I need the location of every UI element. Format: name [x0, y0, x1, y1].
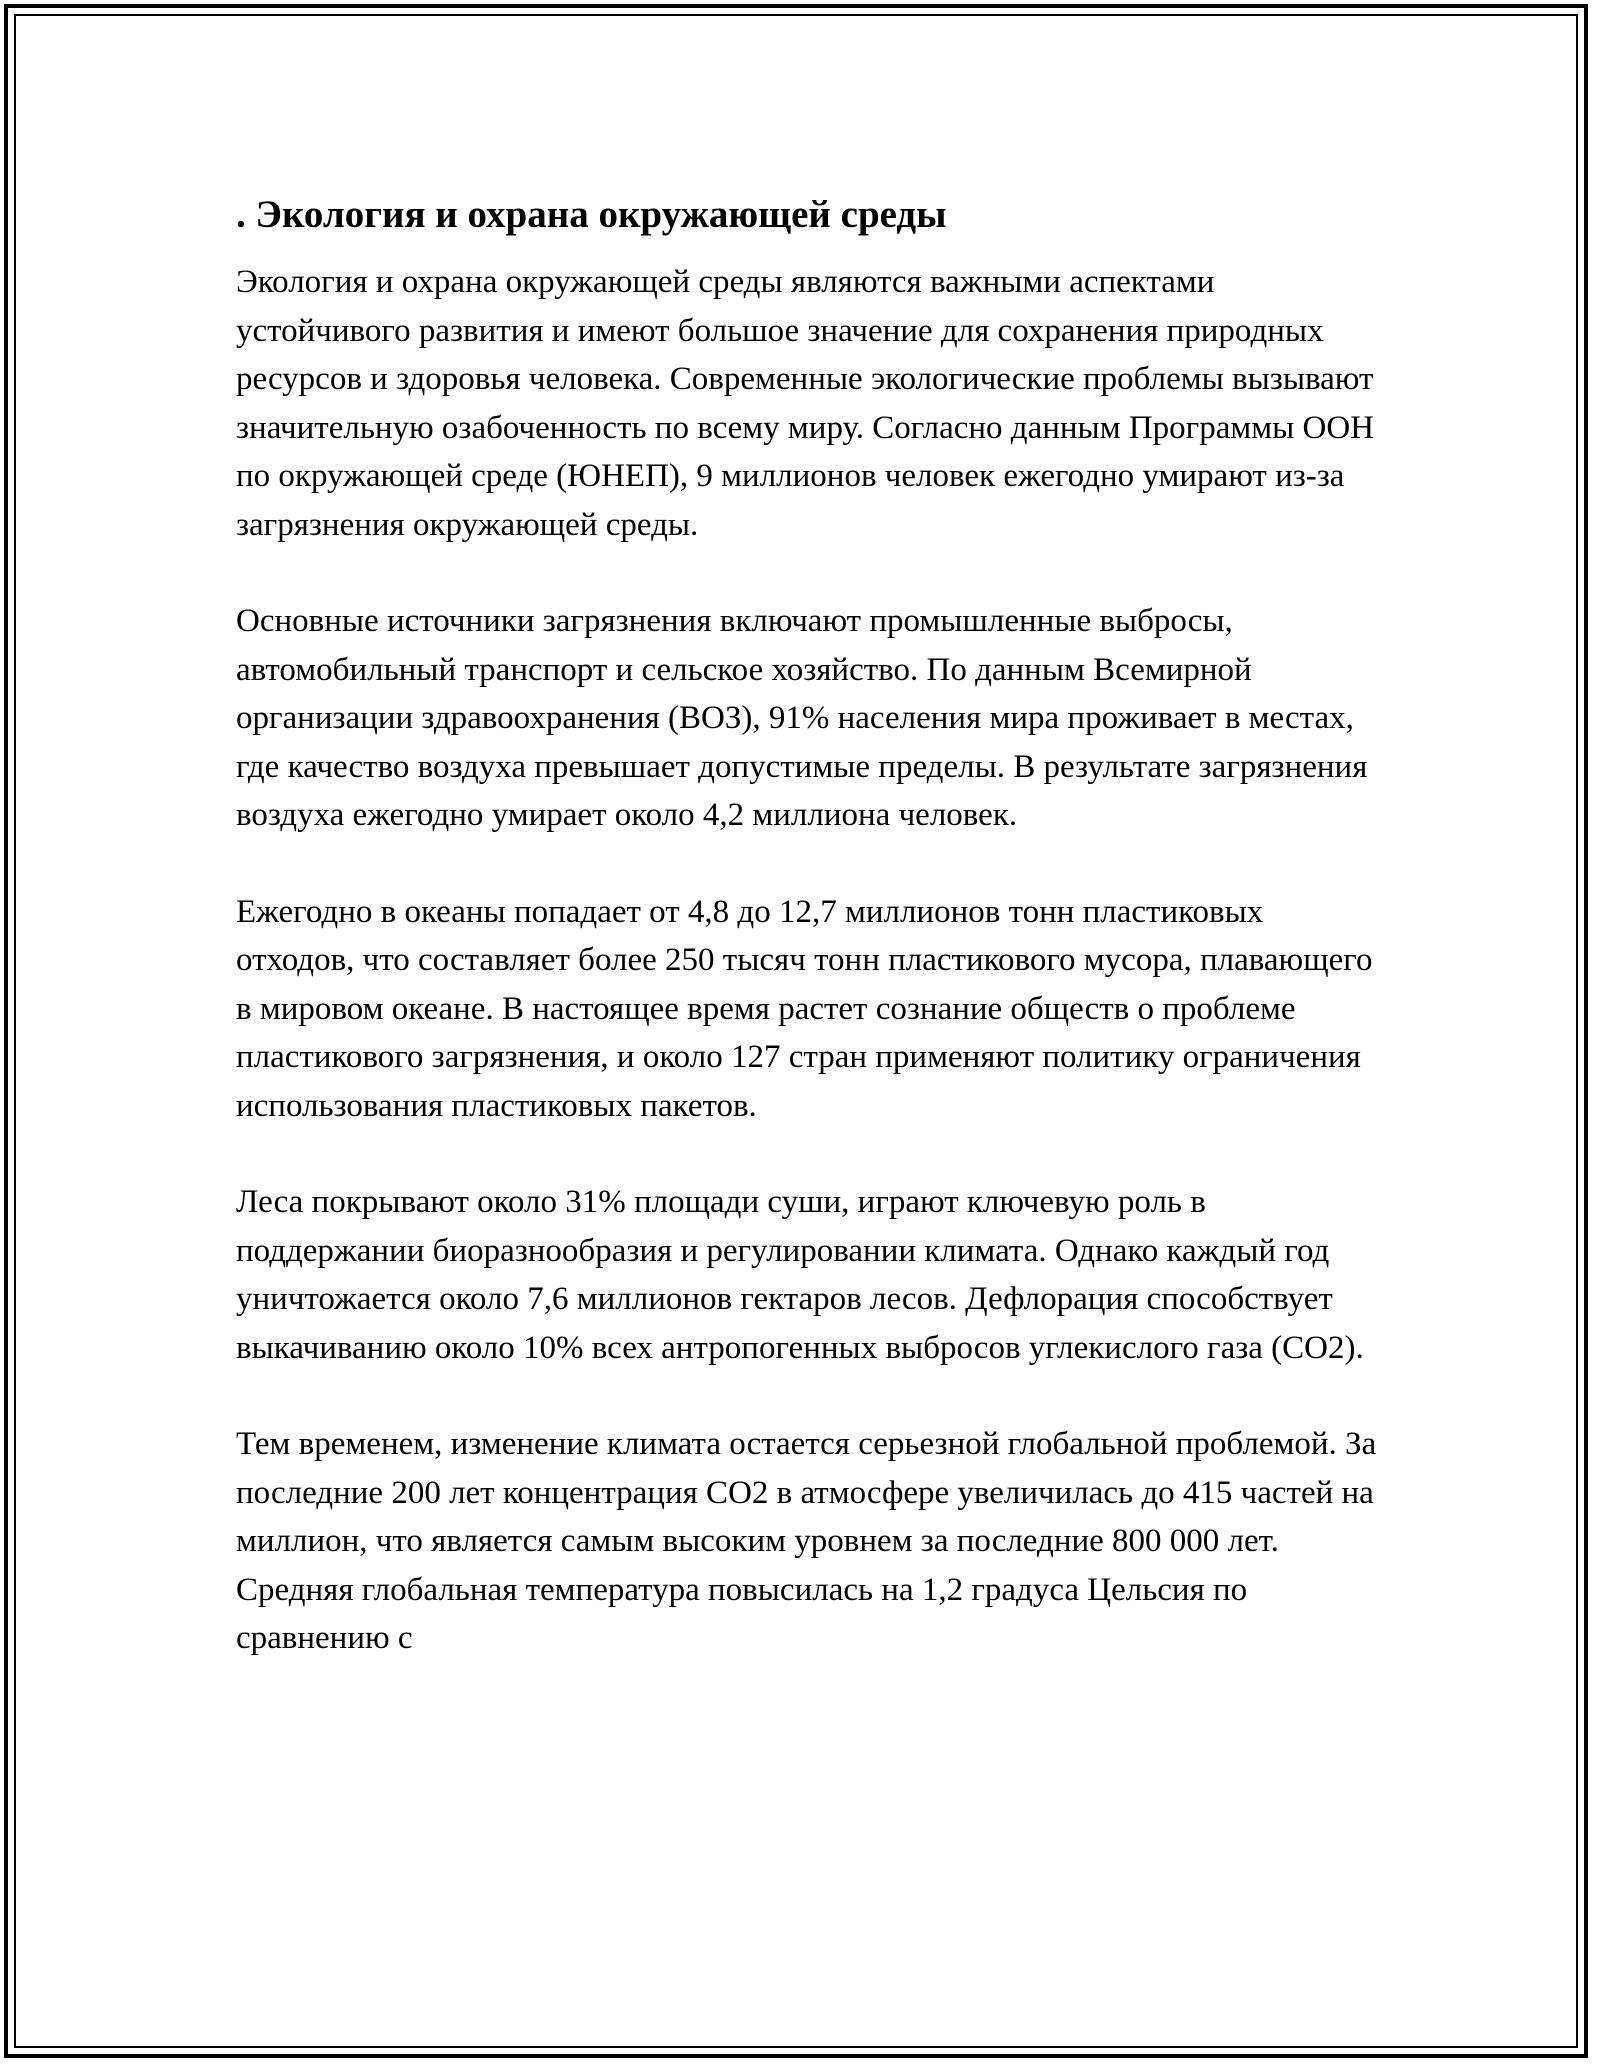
- paragraph-forests: Леса покрывают около 31% площади суши, играют ключевую роль в поддержании биоразнообразия и регулировании климата. Однако каждый год уничтожается около 7,6 миллионов гектаров лесов. Дефлорация способствует выкачиванию около 10% всех антропогенных выбросов углекислого газа (CO2).: [236, 1184, 1364, 1366]
- document-body: [236, 186, 1386, 1711]
- paragraph-climate-change: Тем временем, изменение климата остается серьезной глобальной проблемой. За последние 200 лет концентрация CO2 в атмосфере увеличилась до 415 частей на миллион, что является самым высоким уровнем за последние 800 000 лет. Средняя глобальная температура повысилась на 1,2 градуса Цельсия по сравнению с: [236, 1426, 1377, 1656]
- paragraph-plastic-waste: Ежегодно в океаны попадает от 4,8 до 12,7 миллионов тонн пластиковых отходов, что составляет более 250 тысяч тонн пластикового мусора, плавающего в мировом океане. В настоящее время растет сознание обществ о проблеме пластикового загрязнения, и около 127 стран применяют политику ограничения использования пластиковых пакетов.: [236, 893, 1373, 1124]
- paragraph-mortality: Экология и охрана окружающей среды являются важными аспектами устойчивого развития и имеют большое значение для сохранения природных ресурсов и здоровья человека. Современные экологические проблемы вызывают значительную озабоченность по всему миру. Согласно данным Программы ООН по окружающей среде (ЮНЕП), 9 миллионов человек ежегодно умирают из-за загрязнения окружающей среды.: [236, 264, 1375, 543]
- document-heading: . Экология и охрана окружающей среды: [236, 193, 947, 236]
- paragraph-pollution-sources: Основные источники загрязнения включают промышленные выбросы, автомобильный транспорт и сельское хозяйство. По данным Всемирной организации здравоохранения (ВОЗ), 91% населения мира проживает в местах, где качество воздуха превышает допустимые пределы. В результате загрязнения воздуха ежегодно умирает около 4,2 миллиона человек.: [236, 603, 1368, 833]
